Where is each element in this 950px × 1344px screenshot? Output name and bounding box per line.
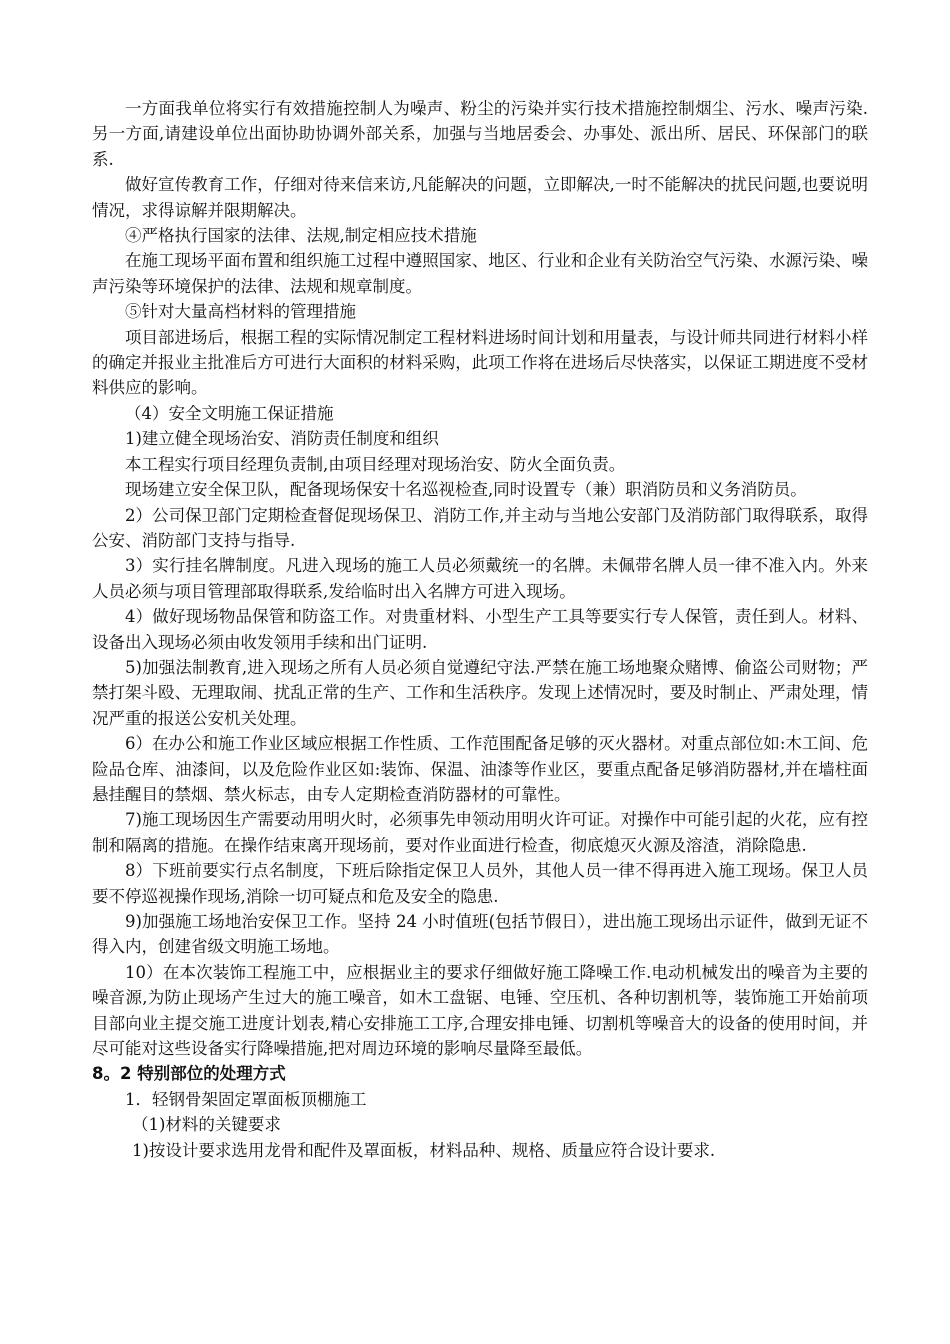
paragraph-item-4-laws: ④严格执行国家的法律、法规,制定相应技术措施 [125,226,477,246]
paragraph-ceiling-construction: 1．轻钢骨架固定罩面板顶棚施工 [125,1089,367,1109]
paragraph-keel-selection: 1)按设计要求选用龙骨和配件及罩面板，材料品种、规格、质量应符合设计要求. [132,1140,716,1160]
document-body [92,96,868,1163]
paragraph-item-7-open-flame: 7)施工现场因生产需要动用明火时，必须事先申领动用明火许可证。对操作中可能引起的火花，应有控制和隔离的措施。在操作结束离开现场前，要对作业面进行检查，彻底熄灭火源及溶渣，消除隐患. [92,810,868,855]
paragraph-site-layout: 在施工现场平面布置和组织施工过程中遵照国家、地区、行业和企业有关防治空气污染、水源污染、噪声污染等环境保护的法律、法规和规章制度。 [92,251,868,296]
paragraph-security-team: 现场建立安全保卫队，配备现场保安十名巡视检查,同时设置专（兼）职消防员和义务消防员。 [125,480,807,500]
paragraph-item-4-theft: 4）做好现场物品保管和防盗工作。对贵重材料、小型生产工具等要实行专人保管，责任到人。材料、设备出入现场必须由收发领用手续和出门证明. [92,607,868,652]
paragraph-item-9-guard-duty: 9)加强施工场地治安保卫工作。坚持 24 小时值班(包括节假日），进出施工现场出示证件，做到无证不得入内，创建省级文明施工场地。 [92,912,868,957]
paragraph-item-2-inspection: 2）公司保卫部门定期检查督促现场保卫、消防工作,并主动与当地公安部门及消防部门取得联系，取得公安、消防部门支持与指导. [92,505,868,550]
paragraph-manager-responsibility: 本工程实行项目经理负责制,由项目经理对现场治安、防火全面负责。 [125,454,626,474]
paragraph-item-10-noise-reduction: 10）在本次装饰工程施工中，应根据业主的要求仔细做好施工降噪工作.电动机械发出的噪音为主要的噪音源,为防止现场产生过大的施工噪音，如木工盘锯、电锤、空压机、各种切割机等，装饰施工开始前项目部向业主提交施工进度计划表,精心安排施工工序,合理安排电锤、切割机等噪音大的设备的使用时间，并尽可能对这些设备实行降噪措施,把对周边环境的影响尽量降至最低。 [92,962,868,1059]
paragraph-item-3-badges: 3）实行挂名牌制度。凡进入现场的施工人员必须戴统一的名牌。未佩带名牌人员一律不准入内。外来人员必须与项目管理部取得联系,发给临时出入名牌方可进入现场。 [92,556,868,601]
paragraph-noise-control: 一方面我单位将实行有效措施控制人为噪声、粉尘的污染并实行技术措施控制烟尘、污水、噪声污染.另一方面,请建设单位出面协助协调外部关系，加强与当地居委会、办事处、派出所、居民、环保部门的联系. [92,99,868,169]
paragraph-item-5-materials: ⑤针对大量高档材料的管理措施 [125,302,356,322]
paragraph-item-8-roll-call: 8）下班前要实行点名制度，下班后除指定保卫人员外，其他人员一律不得再进入施工现场。保卫人员要不停巡视操作现场,消除一切可疑点和危及安全的隐患. [92,861,868,906]
paragraph-material-plan: 项目部进场后，根据工程的实际情况制定工程材料进场时间计划和用量表，与设计师共同进行材料小样的确定并报业主批准后方可进行大面积的材料采购，此项工作将在进场后尽快落实，以保证工期进度不受材料供应的影响。 [92,327,868,398]
paragraph-item-5-legal: 5)加强法制教育,进入现场之所有人员必须自觉遵纪守法.严禁在施工场地聚众赌博、偷盗公司财物；严禁打架斗殴、无理取闹、扰乱正常的生产、工作和生活秩序。发现上述情况时，要及时制止、严肃处理，情况严重的报送公安机关处理。 [92,657,868,728]
paragraph-safety-heading: （4）安全文明施工保证措施 [125,403,334,423]
section-heading: 8。2 特别部位的处理方式 [92,1064,286,1084]
paragraph-material-requirements: （1)材料的关键要求 [132,1115,281,1135]
paragraph-item-1-security-system: 1)建立健全现场治安、消防责任制度和组织 [125,429,439,449]
paragraph-publicity: 做好宣传教育工作，仔细对待来信来访,凡能解决的问题，立即解决,一时不能解决的扰民问题,也要说明情况，求得谅解并限期解决。 [92,175,868,220]
paragraph-item-6-fire-equipment: 6）在办公和施工作业区域应根据工作性质、工作范围配备足够的灭火器材。对重点部位如:木工间、危险品仓库、油漆间，以及危险作业区如:装饰、保温、油漆等作业区，要重点配备足够消防器材,并在墙柱面悬挂醒目的禁烟、禁火标志，由专人定期检查消防器材的可靠性。 [92,734,868,804]
